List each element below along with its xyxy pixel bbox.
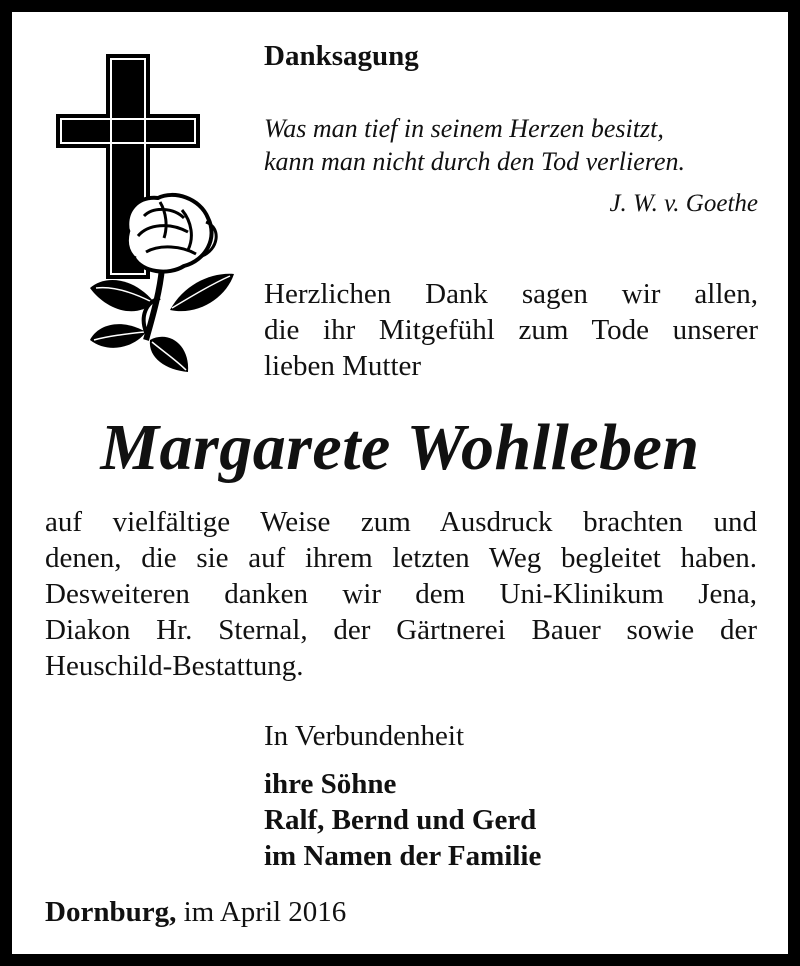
quote-line: kann man nicht durch den Tod verlieren. [264, 147, 685, 176]
signer-line: im Namen der Familie [264, 840, 542, 872]
signers [264, 766, 541, 874]
quote-author: J. W. v. Goethe [609, 190, 758, 217]
deceased-name: Margarete Wohlleben [100, 411, 700, 484]
intro-line: die ihr Mitgefühl zum Tode unserer [264, 314, 758, 346]
body-text [45, 504, 757, 684]
quote [264, 112, 758, 178]
quote-line: Was man tief in seinem Herzen besitzt, [264, 114, 664, 143]
closing-phrase: In Verbundenheit [264, 720, 464, 752]
signer-line: ihre Söhne [264, 768, 397, 800]
date: im April 2016 [183, 896, 347, 928]
place: Dornburg, [45, 896, 177, 928]
body-line: Heuschild-Bestattung. [45, 650, 304, 682]
intro-line: lieben Mutter [264, 350, 422, 382]
heading: Danksagung [264, 40, 419, 72]
body-line: auf vielfältige Weise zum Ausdruck brachten und [45, 506, 757, 538]
cross-icon [42, 40, 242, 380]
place-date [45, 896, 346, 929]
body-line: Diakon Hr. Sternal, der Gärtnerei Bauer sowie der [45, 614, 757, 646]
intro-line: Herzlichen Dank sagen wir allen, [264, 278, 758, 310]
body-line: denen, die sie auf ihrem letzten Weg begleitet haben. [45, 542, 757, 574]
signer-line: Ralf, Bernd und Gerd [264, 804, 537, 836]
intro-text [264, 276, 758, 384]
body-line: Desweiteren danken wir dem Uni-Klinikum Jena, [45, 578, 757, 610]
